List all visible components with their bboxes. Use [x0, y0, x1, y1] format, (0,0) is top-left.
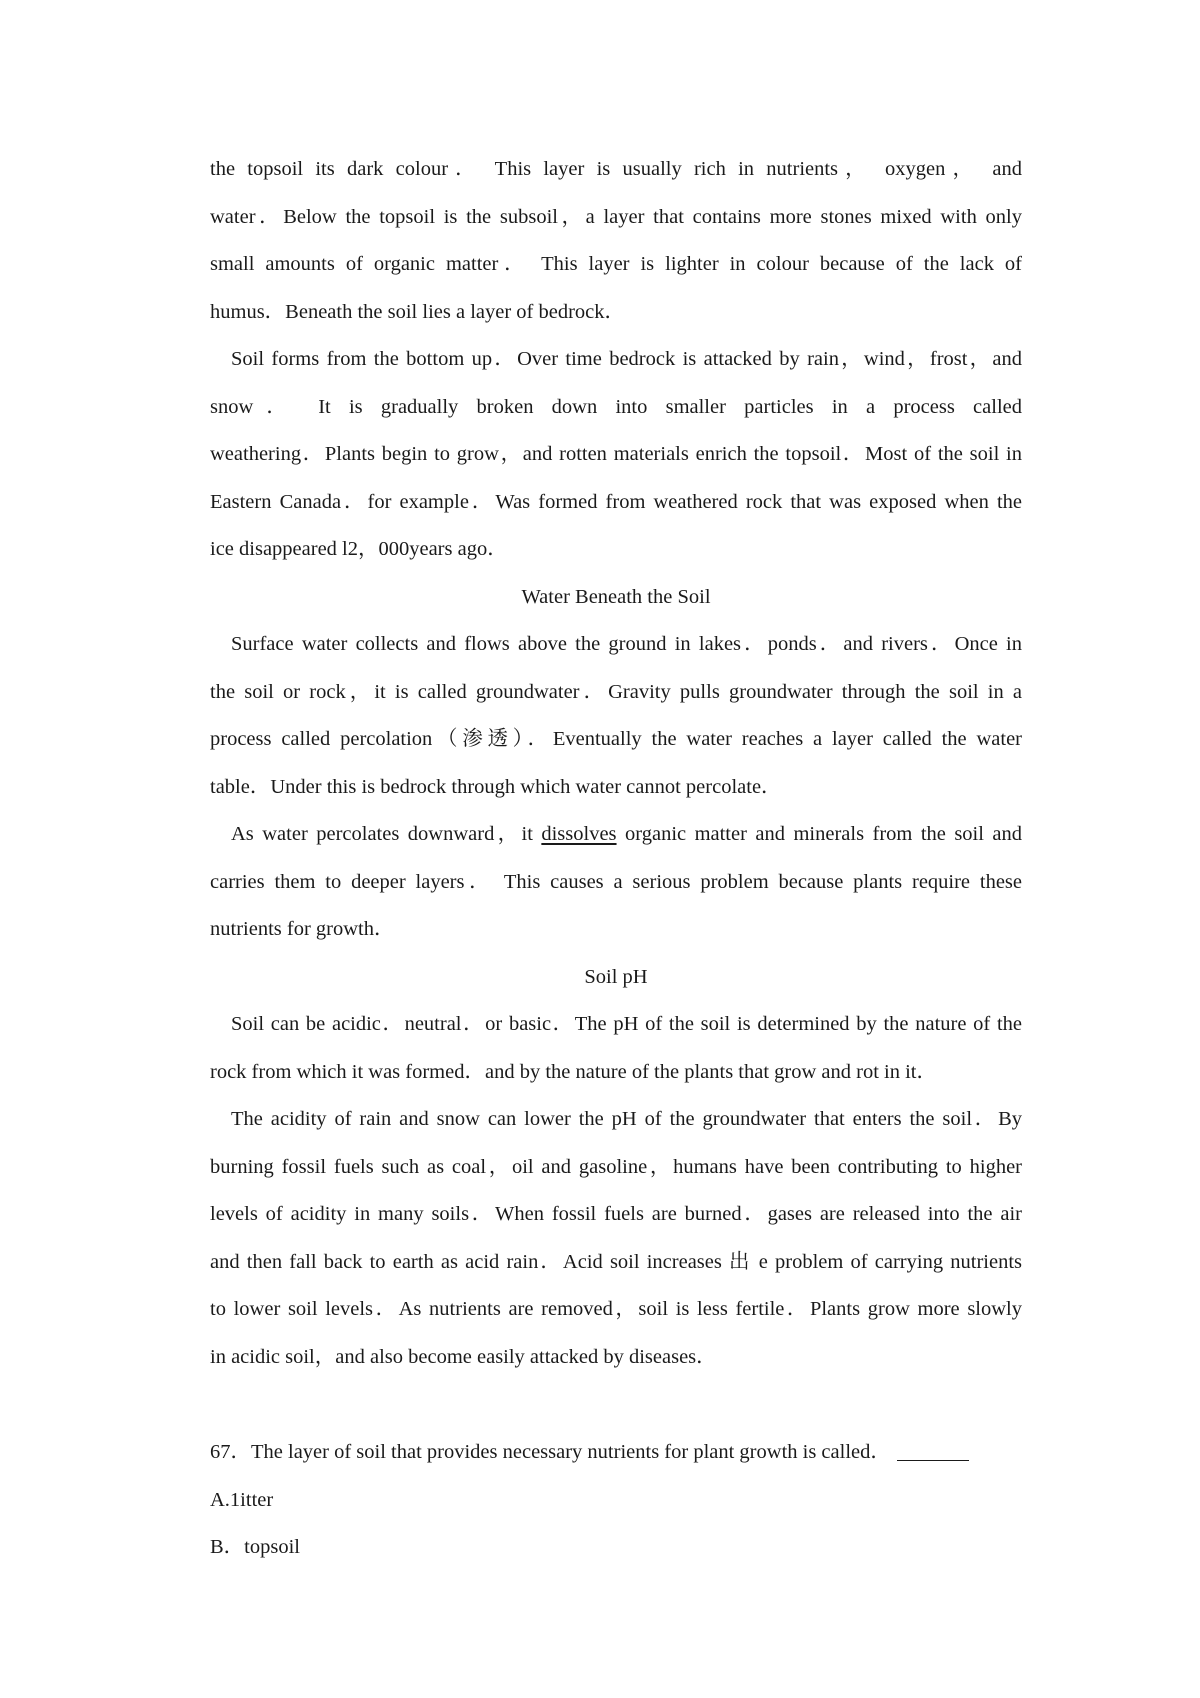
text-segment: organic matter and minerals from the soil and	[616, 823, 1023, 845]
text-line: levels of acidity in many soils．When fossil fuels are burned．gases are released into the air	[210, 1203, 1022, 1225]
text-line: snow． It is gradually broken down into smaller particles in a process called	[210, 395, 1022, 418]
text-line: water．Below the topsoil is the subsoil，a layer that contains more stones mixed with only	[210, 205, 1022, 228]
option-b: B．topsoil	[210, 1536, 300, 1558]
text-line: process called percolation（渗透）．Eventually the water reaches a layer called the water	[210, 728, 1022, 750]
text-line: ice disappeared l2，000years ago．	[210, 538, 508, 560]
paragraph-soil-formation	[210, 336, 1022, 574]
text-line: Surface water collects and flows above the ground in lakes．ponds．and rivers．Once in	[231, 633, 1022, 655]
text-line: Soil can be acidic．neutral．or basic．The pH of the soil is determined by the nature of the	[231, 1013, 1022, 1035]
section-heading-soil-ph: Soil pH	[584, 965, 648, 988]
text-line: nutrients for growth．	[210, 918, 395, 940]
text-line: and then fall back to earth as acid rain．Acid soil increases 出 e problem of carrying nutrients	[210, 1250, 1022, 1273]
paragraph-groundwater	[210, 621, 1022, 811]
question-text: 67．The layer of soil that provides necessary nutrients for plant growth is called．	[210, 1441, 891, 1463]
text-line	[210, 811, 1022, 859]
text-line: rock from which it was formed．and by the nature of the plants that grow and rot in it．	[210, 1060, 937, 1083]
text-line: Eastern Canada．for example．Was formed from weathered rock that was exposed when the	[210, 490, 1022, 513]
answer-blank	[897, 1438, 969, 1461]
text-line: carries them to deeper layers． This causes a serious problem because plants require these	[210, 870, 1022, 893]
underlined-word: dissolves	[541, 823, 617, 845]
document-page	[210, 146, 1022, 1572]
section-heading-water: Water Beneath the Soil	[521, 585, 711, 608]
text-line: in acidic soil，and also become easily attacked by diseases．	[210, 1345, 717, 1368]
text-line: The acidity of rain and snow can lower the pH of the groundwater that enters the soil．By	[231, 1108, 1022, 1130]
text-line: the topsoil its dark colour． This layer is usually rich in nutrients， oxygen， and	[210, 158, 1022, 180]
text-line: to lower soil levels．As nutrients are removed，soil is less fertile．Plants grow more slowly	[210, 1298, 1022, 1320]
question-stem	[210, 1429, 1022, 1477]
text-line: the soil or rock，it is called groundwater．Gravity pulls groundwater through the soil in a	[210, 680, 1022, 703]
text-line: humus．Beneath the soil lies a layer of bedrock．	[210, 300, 626, 323]
spacer	[210, 1381, 1022, 1429]
option-a: A.1itter	[210, 1488, 274, 1511]
text-line: small amounts of organic matter． This layer is lighter in colour because of the lack of	[210, 253, 1022, 275]
paragraph-acid-rain	[210, 1096, 1022, 1381]
question-67	[210, 1429, 1022, 1572]
paragraph-soil-ph	[210, 1001, 1022, 1096]
text-line: Soil forms from the bottom up．Over time bedrock is attacked by rain，wind，frost，and	[231, 348, 1022, 370]
paragraph-topsoil-subsoil	[210, 146, 1022, 336]
text-line: table．Under this is bedrock through which water cannot percolate．	[210, 775, 782, 798]
text-line: weathering．Plants begin to grow，and rotten materials enrich the topsoil．Most of the soil in	[210, 443, 1022, 465]
paragraph-percolation	[210, 811, 1022, 954]
text-segment: As water percolates downward，it	[231, 823, 542, 845]
text-line: burning fossil fuels such as coal，oil and gasoline，humans have been contributing to higher	[210, 1155, 1022, 1178]
